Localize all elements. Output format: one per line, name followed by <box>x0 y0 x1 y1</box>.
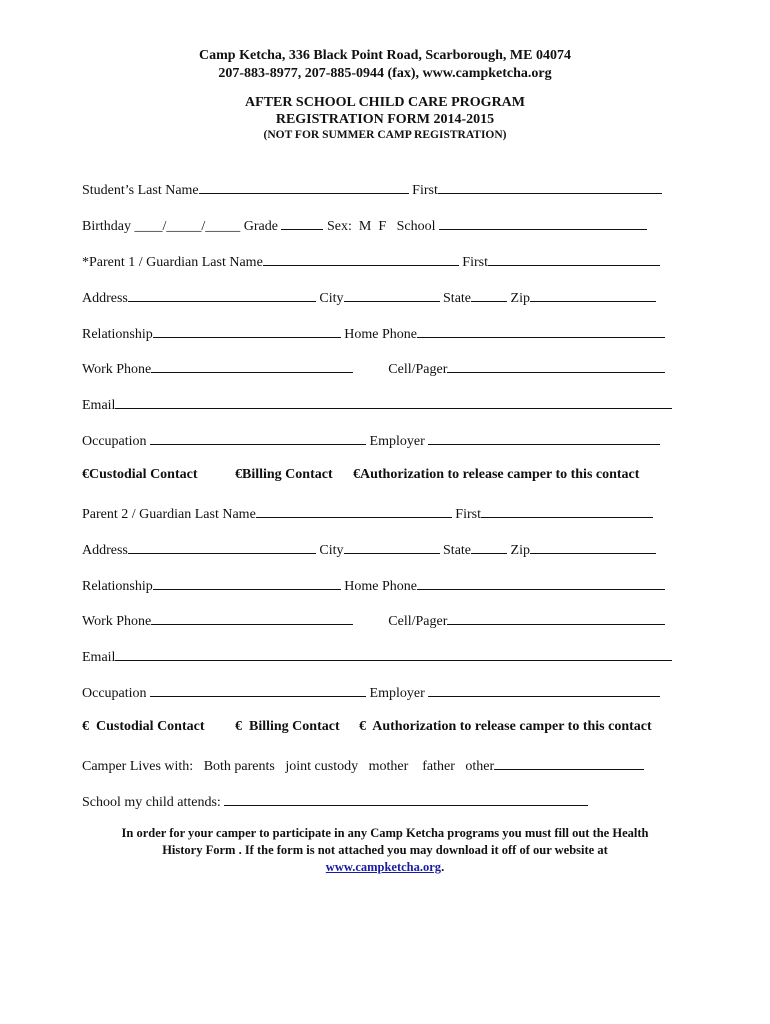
parent1-employer-label: Employer <box>369 434 425 449</box>
camp-contact: 207-883-8977, 207-885-0944 (fax), www.campketcha.org <box>218 66 552 81</box>
lives-with-row <box>82 756 644 775</box>
birthday-label: Birthday <box>82 219 131 234</box>
note-period: . <box>441 860 445 874</box>
parent1-state-field[interactable] <box>471 288 507 302</box>
parent1-home-phone-field[interactable] <box>417 324 665 338</box>
parent1-cell-field[interactable] <box>447 359 665 373</box>
parent1-email-field[interactable] <box>115 395 672 409</box>
parent1-work-phone-field[interactable] <box>151 359 353 373</box>
parent2-city-label: City <box>319 543 344 558</box>
parent1-occupation-row <box>82 431 660 450</box>
parent2-employer-label: Employer <box>369 686 425 701</box>
parent2-email-field[interactable] <box>115 647 672 661</box>
parent2-relationship-field[interactable] <box>153 576 341 590</box>
parent2-first-field[interactable] <box>481 504 653 518</box>
parent2-occupation-row <box>82 683 660 702</box>
parent2-zip-label: Zip <box>510 543 530 558</box>
checkbox-icon: € <box>235 719 242 734</box>
parent1-cell-label: Cell/Pager <box>388 362 448 377</box>
student-details-row <box>82 216 647 235</box>
parent2-address-field[interactable] <box>128 540 316 554</box>
school-attends-row <box>82 792 588 811</box>
lives-with-both-parents[interactable]: Both parents <box>203 759 275 774</box>
parent2-address-label: Address <box>82 543 128 558</box>
form-title-program: AFTER SCHOOL CHILD CARE PROGRAM <box>244 95 526 110</box>
parent1-billing-checkbox[interactable]: €Billing Contact <box>235 467 333 482</box>
form-subtitle: (NOT FOR SUMMER CAMP REGISTRATION) <box>263 129 507 141</box>
student-first-field[interactable] <box>438 180 662 194</box>
parent2-home-phone-field[interactable] <box>417 576 665 590</box>
lives-with-other-field[interactable] <box>494 756 644 770</box>
parent1-custodial-checkbox[interactable]: €Custodial Contact <box>82 467 198 482</box>
parent2-last-name-field[interactable] <box>256 504 452 518</box>
checkbox-icon: € <box>82 719 89 734</box>
parent1-zip-label: Zip <box>510 291 530 306</box>
form-title-registration: REGISTRATION FORM 2014-2015 <box>275 112 495 127</box>
parent2-billing-checkbox[interactable]: € Billing Contact <box>235 719 340 734</box>
parent1-city-label: City <box>319 291 344 306</box>
lives-with-joint-custody[interactable]: joint custody <box>285 759 359 774</box>
health-form-note <box>60 825 710 876</box>
parent1-first-field[interactable] <box>488 252 660 266</box>
parent1-email-row <box>82 395 672 414</box>
lives-with-other[interactable]: other <box>465 759 495 774</box>
parent2-email-row <box>82 647 672 666</box>
parent1-email-label: Email <box>82 398 116 413</box>
school-field[interactable] <box>439 216 647 230</box>
parent1-name-row <box>82 252 660 271</box>
checkbox-icon: € <box>235 467 242 482</box>
parent2-phone-row <box>82 576 665 595</box>
parent2-cell-field[interactable] <box>447 611 665 625</box>
parent2-name-row <box>82 504 653 523</box>
parent2-first-label: First <box>455 507 481 522</box>
checkbox-icon: € <box>353 467 360 482</box>
parent1-state-label: State <box>443 291 472 306</box>
parent2-authorization-checkbox[interactable]: € Authorization to release camper to this contact <box>359 719 652 734</box>
lives-with-mother[interactable]: mother <box>368 759 409 774</box>
parent1-city-field[interactable] <box>344 288 440 302</box>
parent2-zip-field[interactable] <box>530 540 656 554</box>
parent2-home-phone-label: Home Phone <box>344 579 417 594</box>
parent2-work-phone-field[interactable] <box>151 611 353 625</box>
parent2-last-name-label: Parent 2 / Guardian Last Name <box>82 507 256 522</box>
parent2-custodial-checkbox[interactable]: € Custodial Contact <box>82 719 205 734</box>
parent2-cell-label: Cell/Pager <box>388 614 448 629</box>
parent2-work-phone-label: Work Phone <box>82 614 152 629</box>
parent2-employer-field[interactable] <box>428 683 660 697</box>
checkbox-icon: € <box>82 467 89 482</box>
parent1-last-name-field[interactable] <box>263 252 459 266</box>
parent2-state-label: State <box>443 543 472 558</box>
parent1-home-phone-label: Home Phone <box>344 327 417 342</box>
parent1-last-name-label: *Parent 1 / Guardian Last Name <box>82 255 263 270</box>
parent1-work-phone-label: Work Phone <box>82 362 152 377</box>
student-name-row <box>82 180 662 199</box>
parent2-occupation-field[interactable] <box>150 683 366 697</box>
parent1-occupation-label: Occupation <box>82 434 147 449</box>
health-form-note-line2: History Form . If the form is not attached you may download it off of our website at <box>162 843 608 857</box>
parent1-address-row <box>82 288 656 307</box>
school-attends-label: School my child attends: <box>82 795 221 810</box>
parent2-occupation-label: Occupation <box>82 686 147 701</box>
birthday-field[interactable]: ____/_____/_____ <box>134 219 241 234</box>
parent2-relationship-label: Relationship <box>82 579 153 594</box>
student-last-name-label: Student’s Last Name <box>82 183 199 198</box>
student-last-name-field[interactable] <box>199 180 409 194</box>
lives-with-label: Camper Lives with: <box>82 759 194 774</box>
student-first-label: First <box>412 183 438 198</box>
grade-field[interactable] <box>281 216 323 230</box>
checkbox-icon: € <box>359 719 366 734</box>
parent2-city-field[interactable] <box>344 540 440 554</box>
grade-label: Grade <box>243 219 278 234</box>
parent1-first-label: First <box>462 255 488 270</box>
parent1-relationship-field[interactable] <box>153 324 341 338</box>
school-attends-field[interactable] <box>224 792 588 806</box>
parent1-relationship-label: Relationship <box>82 327 153 342</box>
health-form-note-line1: In order for your camper to participate in any Camp Ketcha programs you must fill out the Health <box>121 826 649 840</box>
parent1-zip-field[interactable] <box>530 288 656 302</box>
camp-address: Camp Ketcha, 336 Black Point Road, Scarborough, ME 04074 <box>199 48 571 63</box>
parent2-state-field[interactable] <box>471 540 507 554</box>
lives-with-father[interactable]: father <box>422 759 455 774</box>
sex-label[interactable]: Sex: M F <box>326 219 387 234</box>
parent1-occupation-field[interactable] <box>150 431 366 445</box>
parent1-employer-field[interactable] <box>428 431 660 445</box>
parent1-work-row <box>82 359 665 378</box>
parent2-address-row <box>82 540 656 559</box>
parent1-authorization-checkbox[interactable]: €Authorization to release camper to this contact <box>353 467 640 482</box>
parent1-address-field[interactable] <box>128 288 316 302</box>
school-label: School <box>396 219 436 234</box>
parent1-phone-row <box>82 324 665 343</box>
parent2-email-label: Email <box>82 650 116 665</box>
website-link[interactable]: www.campketcha.org <box>325 860 442 874</box>
parent1-address-label: Address <box>82 291 128 306</box>
parent2-work-row <box>82 611 665 630</box>
